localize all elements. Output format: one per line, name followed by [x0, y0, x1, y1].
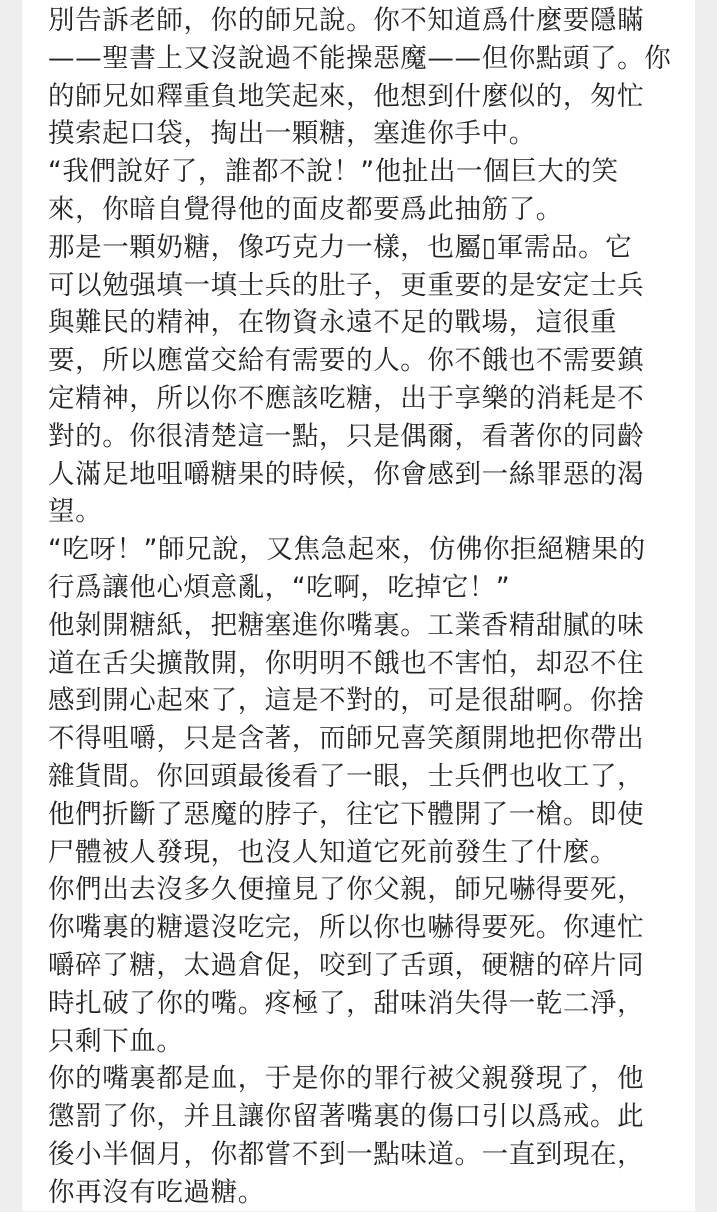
text-line: 嚼碎了糖，太過倉促，咬到了舌頭，硬糖的碎片同	[48, 949, 645, 981]
text-line: 感到開心起來了，這是不對的，可是很甜啊。你捨	[48, 685, 645, 717]
text-line: 尸體被人發現，也沒人知道它死前發生了什麼。	[48, 836, 618, 868]
text-line: 定精神，所以你不應該吃糖，出于享樂的消耗是不	[48, 382, 645, 414]
text-line: 後小半個月，你都嘗不到一點味道。一直到現在，	[48, 1138, 645, 1170]
text-line: 望。	[48, 496, 103, 528]
text-line: 懲罰了你，并且讓你留著嘴裏的傷口引以爲戒。此	[48, 1101, 645, 1133]
text-line: 摸索起口袋，掏出一顆糖，塞進你手中。	[48, 118, 536, 150]
text-line: 那是一顆奶糖，像巧克力一樣，也屬▯軍需品。它	[48, 231, 633, 263]
text-line: 你們出去沒多久便撞見了你父親，師兄嚇得要死，	[48, 874, 645, 906]
text-line: 與難民的精神，在物資永遠不足的戰場，這很重	[48, 307, 618, 339]
text-line: 道在舌尖擴散開，你明明不餓也不害怕，却忍不住	[48, 647, 645, 679]
story-text	[48, 0, 675, 1212]
text-line: 你嘴裏的糖還沒吃完，所以你也嚇得要死。你連忙	[48, 912, 645, 944]
text-line: 不得咀嚼，只是含著，而師兄喜笑顏開地把你帶出	[48, 723, 645, 755]
text-line: 可以勉强填一填士兵的肚子，更重要的是安定士兵	[48, 269, 645, 301]
text-line: 你再沒有吃過糖。	[48, 1176, 265, 1208]
text-line: 他們折斷了惡魔的脖子，往它下體開了一槍。即使	[48, 798, 645, 830]
text-line: 時扎破了你的嘴。疼極了，甜味消失得一乾二淨，	[48, 987, 645, 1019]
text-line: ——聖書上又沒說過不能操惡魔——但你點頭了。你	[48, 42, 672, 74]
text-line: 人滿足地咀嚼糖果的時候，你會感到一絲罪惡的渴	[48, 458, 645, 490]
text-line: 別告訴老師，你的師兄說。你不知道爲什麼要隱瞞	[48, 5, 645, 36]
text-line: 他剝開糖紙，把糖塞進你嘴裏。工業香精甜膩的味	[48, 609, 645, 641]
text-line: 行爲讓他心煩意亂，“吃啊，吃掉它！”	[48, 571, 511, 603]
text-line: 對的。你很清楚這一點，只是偶爾，看著你的同齡	[48, 420, 645, 452]
text-line: 要，所以應當交給有需要的人。你不餓也不需要鎮	[48, 345, 645, 377]
text-line: 的師兄如釋重負地笑起來，他想到什麼似的，匆忙	[48, 80, 645, 112]
text-line: “我們說好了，誰都不說！”他扯出一個巨大的笑	[48, 156, 619, 188]
text-line: 雜貨間。你回頭最後看了一眼，士兵們也收工了，	[48, 760, 645, 792]
text-page	[22, 0, 695, 1211]
text-line: 只剩下血。	[48, 1025, 184, 1057]
text-line: 你的嘴裏都是血，于是你的罪行被父親發現了，他	[48, 1063, 645, 1095]
text-line: 來，你暗自覺得他的面皮都要爲此抽筋了。	[48, 193, 563, 225]
text-line: “吃呀！”師兄說，又焦急起來，仿佛你拒絕糖果的	[48, 534, 646, 566]
